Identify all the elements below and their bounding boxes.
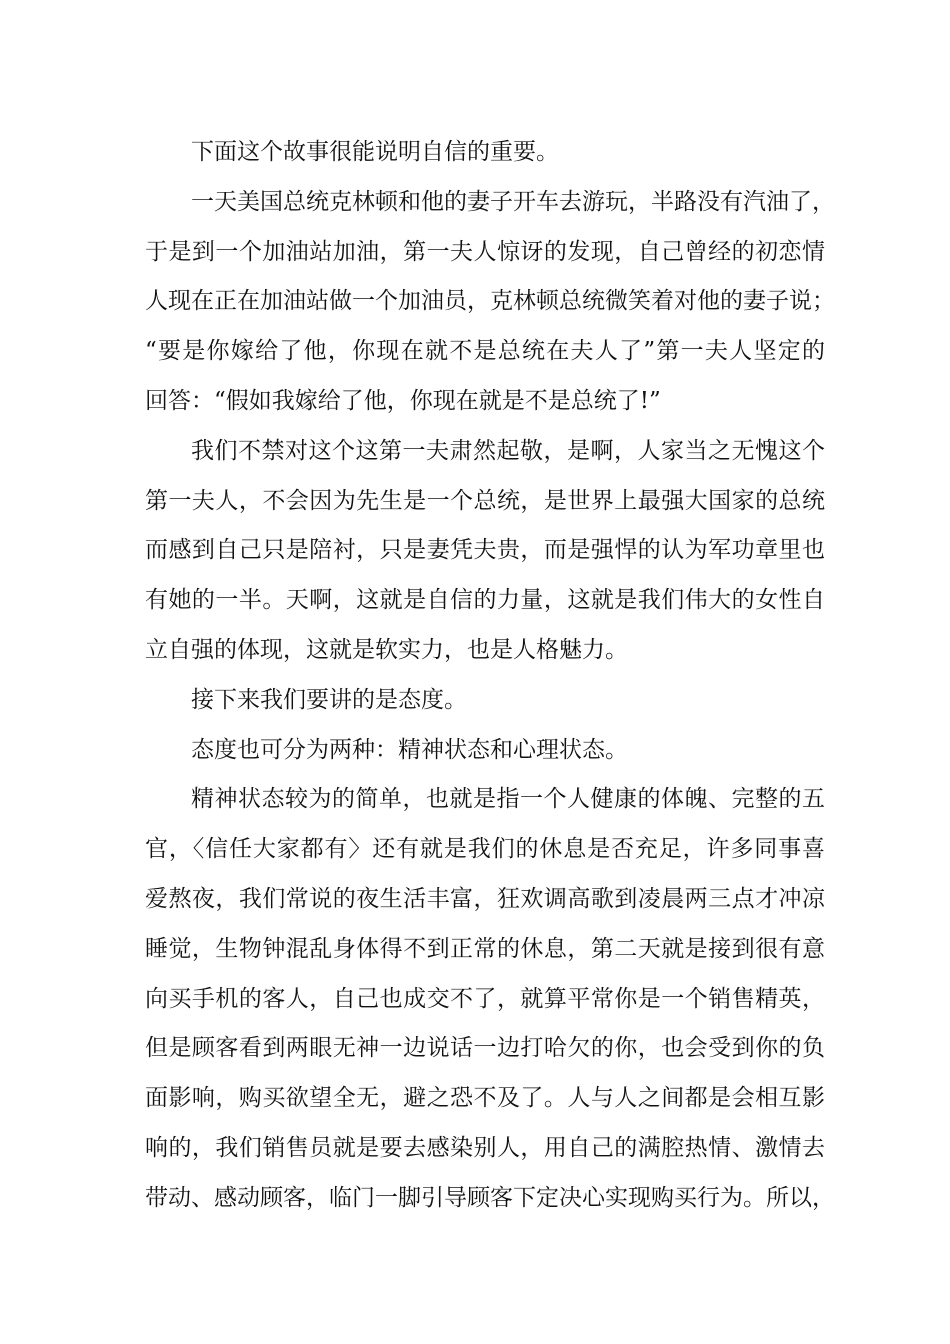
paragraph-line: 但是顾客看到两眼无神一边说话一边打哈欠的你，也会受到你的负 [145, 1035, 825, 1062]
paragraph-line: 带动、感动顾客，临门一脚引导顾客下定决心实现购买行为。所以， [145, 1184, 835, 1211]
paragraph-line: 于是到一个加油站加油，第一夫人惊讶的发现，自己曾经的初恋情 [145, 238, 825, 265]
paragraph-line: 而感到自己只是陪衬，只是妻凭夫贵，而是强悍的认为军功章里也 [145, 537, 825, 564]
paragraph-line: 接下来我们要讲的是态度。 [191, 686, 467, 713]
paragraph-line: 我们不禁对这个这第一夫肃然起敬，是啊，人家当之无愧这个 [191, 437, 825, 464]
paragraph-line: 一天美国总统克林顿和他的妻子开车去游玩，半路没有汽油了， [191, 188, 835, 215]
paragraph-line: 爱熬夜，我们常说的夜生活丰富，狂欢调高歌到凌晨两三点才冲凉 [145, 885, 825, 912]
paragraph-line: 面影响，购买欲望全无，避之恐不及了。人与人之间都是会相互影 [145, 1085, 825, 1112]
paragraph-line: 精神状态较为的简单，也就是指一个人健康的体魄、完整的五 [191, 786, 825, 813]
paragraph-line: 人现在正在加油站做一个加油员，克林顿总统微笑着对他的妻子说； [145, 288, 835, 315]
paragraph-line: 官，〈信任大家都有〉还有就是我们的休息是否充足，许多同事喜 [145, 836, 825, 863]
paragraph-line: “要是你嫁给了他，你现在就不是总统在夫人了”第一夫人坚定的 [145, 338, 825, 365]
paragraph-line: 第一夫人，不会因为先生是一个总统，是世界上最强大国家的总统 [145, 487, 825, 514]
paragraph-line: 响的，我们销售员就是要去感染别人，用自己的满腔热情、激情去 [145, 1134, 825, 1161]
paragraph-line: 回答：“假如我嫁给了他，你现在就是不是总统了!” [145, 387, 661, 414]
paragraph-line: 下面这个故事很能说明自信的重要。 [191, 139, 559, 165]
paragraph-line: 向买手机的客人，自己也成交不了，就算平常你是一个销售精英， [145, 985, 825, 1012]
paragraph-line: 有她的一半。天啊，这就是自信的力量，这就是我们伟大的女性自 [145, 587, 825, 614]
paragraph-line: 立自强的体现，这就是软实力，也是人格魅力。 [145, 636, 628, 663]
paragraph-line: 睡觉，生物钟混乱身体得不到正常的休息，第二天就是接到很有意 [145, 935, 825, 962]
body-text [145, 128, 835, 1224]
paragraph-line: 态度也可分为两种：精神状态和心理状态。 [191, 736, 628, 763]
